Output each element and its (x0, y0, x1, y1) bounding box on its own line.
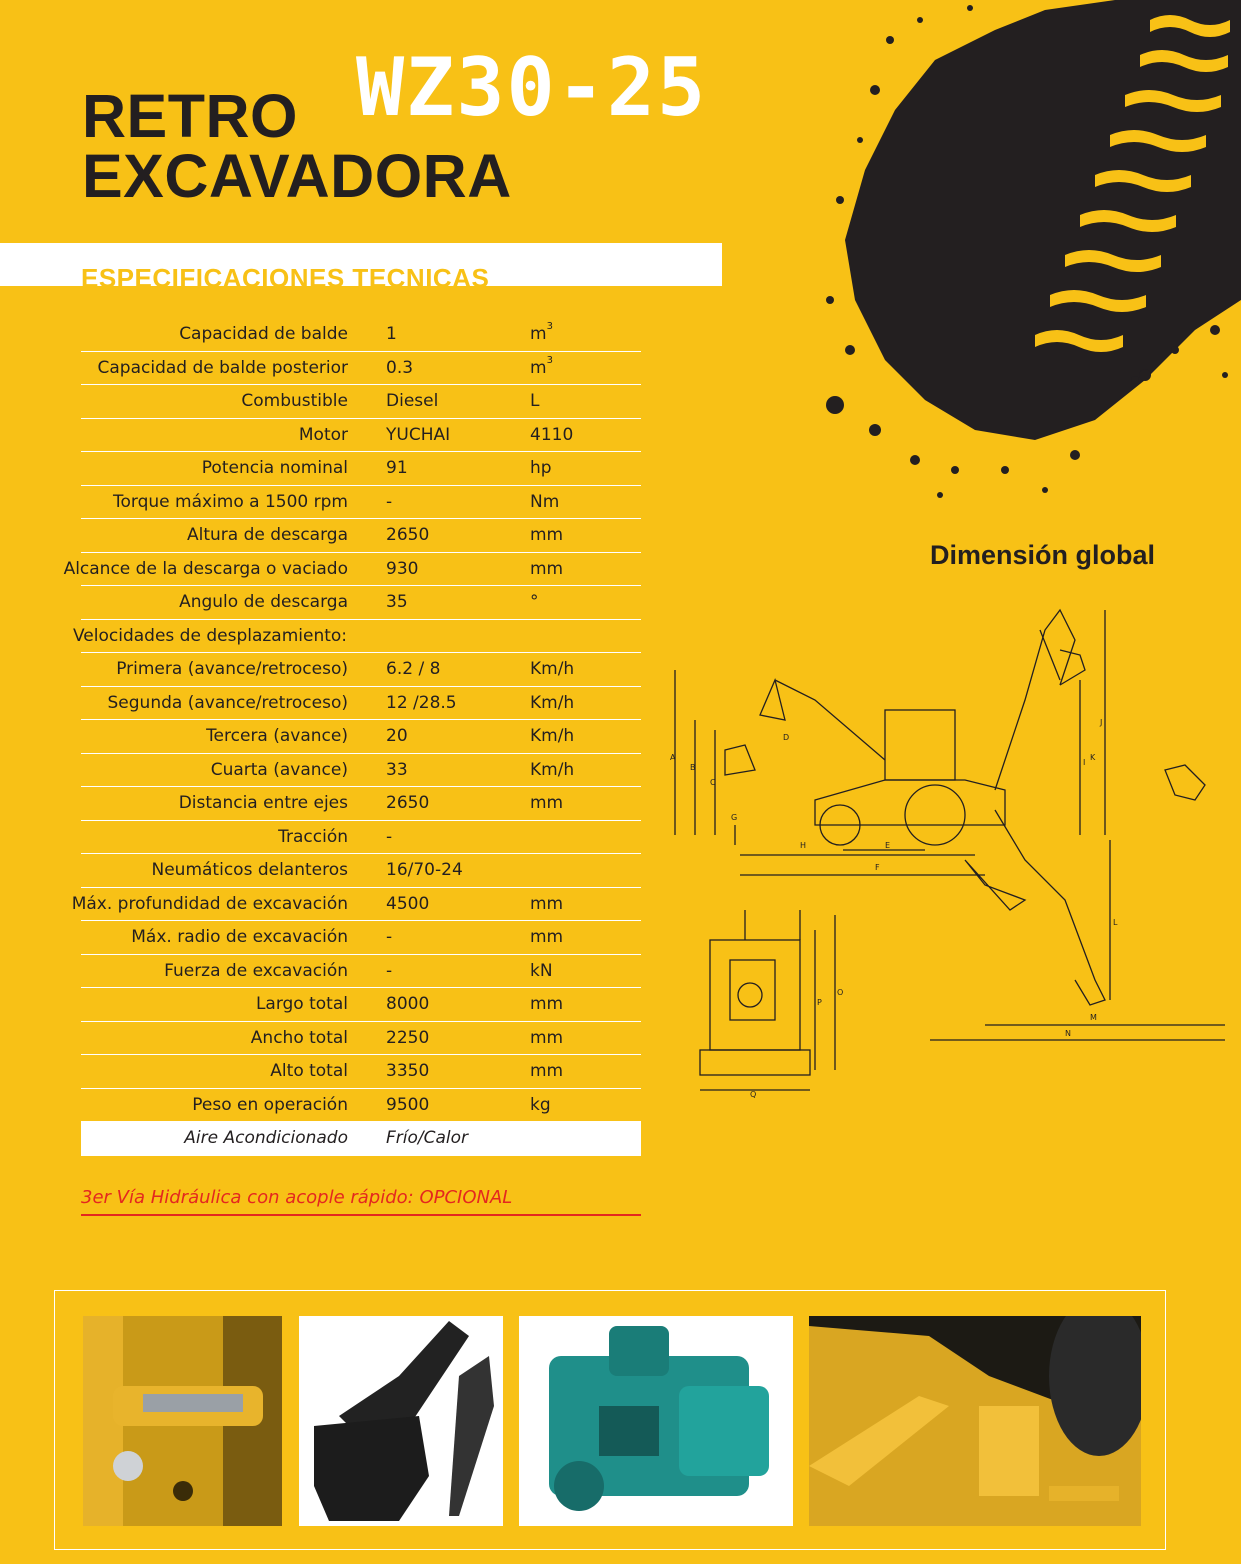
spec-value: 2650 (386, 525, 430, 545)
spec-unit (530, 425, 573, 445)
spec-value: 3350 (386, 1061, 430, 1081)
spec-unit (530, 659, 574, 679)
spec-unit-text: L (530, 391, 540, 411)
spec-unit-text: mm (530, 1061, 564, 1081)
spec-value: - (386, 491, 393, 512)
spec-value: 930 (386, 558, 419, 579)
spec-banner (0, 243, 722, 286)
spec-row (81, 519, 641, 553)
spec-unit (530, 693, 574, 713)
spec-value: 8000 (386, 994, 430, 1014)
diagram-letter: H (800, 841, 807, 850)
spec-unit (530, 592, 539, 612)
spec-label: Tracción (278, 826, 348, 847)
spec-unit (530, 1061, 563, 1081)
spec-label: Distancia entre ejes (178, 793, 348, 813)
spec-row (81, 988, 641, 1022)
spec-unit-text: kN (530, 960, 553, 981)
spec-label: Torque máximo a 1500 rpm (113, 491, 348, 512)
spec-unit (530, 894, 563, 914)
spec-label: Tercera (avance) (206, 726, 348, 746)
spec-label: Máx. radio de excavación (131, 927, 348, 947)
spec-row (81, 1055, 641, 1089)
spec-value: 2250 (386, 1027, 430, 1048)
diagram-letter: N (1065, 1029, 1071, 1038)
spec-unit-superscript: 3 (546, 321, 553, 333)
diagram-letter: A (670, 753, 676, 762)
ac-label: Aire Acondicionado (184, 1128, 348, 1148)
dimension-title: Dimensión global (930, 540, 1156, 570)
spec-label: Alto total (270, 1061, 348, 1081)
spec-value: - (386, 927, 393, 947)
spec-value: 4500 (386, 893, 430, 914)
photo-strip (54, 1290, 1166, 1550)
spec-unit (530, 321, 553, 344)
spec-value: YUCHAI (386, 424, 451, 445)
spec-unit-text: hp (530, 458, 552, 478)
spec-row (81, 921, 641, 955)
model-name: WZ30-25 (356, 41, 708, 134)
spec-row (81, 687, 641, 721)
spec-row (73, 620, 641, 654)
cab-outline (885, 710, 955, 780)
spec-unit-text: Nm (530, 491, 560, 512)
spec-label: Capacidad de balde (179, 324, 348, 344)
spec-unit-text: m (530, 324, 547, 344)
diagram-letter: G (731, 813, 738, 822)
spec-unit-text: Km/h (530, 692, 575, 713)
diagram-letter: D (783, 733, 790, 742)
spec-value: - (386, 826, 393, 847)
spec-unit (530, 1095, 551, 1115)
optional-note: 3er Vía Hidráulica con acople rápido: OPCIONAL (81, 1187, 641, 1216)
spec-row (81, 1089, 641, 1123)
diagram-letter: C (710, 778, 716, 787)
spec-row (81, 1022, 641, 1056)
spec-label: Motor (298, 424, 348, 445)
spec-unit-text: Km/h (530, 726, 575, 746)
spec-label: Peso en operación (192, 1094, 348, 1115)
spec-value: 0.3 (386, 357, 414, 378)
spec-unit-text: m (530, 357, 547, 378)
spec-unit (530, 559, 563, 579)
spec-value: 16/70-24 (386, 860, 463, 880)
spec-unit (530, 726, 574, 746)
air-conditioning-row (81, 1122, 641, 1156)
title-line1: RETRO (82, 82, 298, 150)
spec-label: Cuarta (avance) (210, 759, 348, 780)
spec-row (81, 419, 641, 453)
spec-unit (530, 391, 539, 411)
spec-unit (530, 994, 563, 1014)
tire-track-splash-graphic (815, 0, 1241, 510)
spec-label: Máx. profundidad de excavación (71, 893, 348, 914)
spec-value: 35 (386, 592, 408, 612)
spec-row (81, 821, 641, 855)
spec-value: 91 (386, 458, 408, 478)
spec-row (81, 720, 641, 754)
diagram-letter: O (837, 988, 844, 997)
spec-label: Combustible (241, 391, 348, 411)
diagram-letter: B (690, 763, 696, 772)
diagram-letter: F (875, 863, 880, 872)
spec-label: Capacidad de balde posterior (97, 357, 348, 378)
spec-label: Segunda (avance/retroceso) (107, 692, 348, 713)
spec-row (81, 653, 641, 687)
backhoe-arm-bucket-photo (299, 1316, 503, 1526)
spec-label: Primera (avance/retroceso) (116, 659, 348, 679)
diagram-letter: P (817, 998, 822, 1007)
spec-value: - (386, 960, 393, 981)
spec-unit-text: ° (530, 592, 539, 612)
spec-value: 1 (386, 324, 397, 344)
ac-value: Frío/Calor (386, 1128, 469, 1148)
chassis-outline (815, 780, 1005, 825)
spec-label: Alcance de la descarga o vaciado (63, 558, 348, 579)
spec-unit (530, 927, 563, 947)
spec-label: Potencia nominal (201, 458, 348, 478)
spec-value: 12 /28.5 (386, 692, 457, 713)
spec-unit-superscript: 3 (546, 354, 553, 366)
spec-unit-text: mm (530, 994, 564, 1014)
spec-unit (530, 492, 559, 512)
diagram-letter: M (1090, 1013, 1097, 1022)
spec-value: Diesel (386, 391, 439, 411)
spec-unit-text: 4110 (530, 424, 574, 445)
spec-row (71, 888, 641, 922)
rear-stabilizer-photo (809, 1316, 1141, 1526)
spec-unit-text: mm (530, 525, 564, 545)
spec-unit (530, 793, 563, 813)
spec-label: Velocidades de desplazamiento: (73, 625, 348, 646)
spec-label: Altura de descarga (186, 525, 348, 545)
spec-unit-text: kg (530, 1094, 551, 1115)
spec-label: Largo total (255, 994, 348, 1014)
dimension-diagram (665, 600, 1225, 1110)
diesel-engine-photo (519, 1316, 793, 1526)
spec-heading: ESPECIFICACIONES TECNICAS (81, 263, 490, 286)
spec-row (81, 955, 641, 989)
spec-unit-text: mm (530, 1027, 564, 1048)
spec-value: 6.2 / 8 (386, 659, 441, 679)
spec-label: Neumáticos delanteros (151, 860, 348, 880)
spec-unit-text: mm (530, 793, 564, 813)
title-line2: EXCAVADORA (82, 142, 512, 210)
spec-unit (530, 1028, 563, 1048)
spec-unit-text: mm (530, 558, 564, 579)
spec-unit (530, 525, 563, 545)
hydraulic-cylinder-photo (83, 1316, 282, 1526)
spec-label: Ancho total (250, 1027, 348, 1048)
spec-row (81, 486, 641, 520)
spec-unit-text: mm (530, 927, 564, 947)
spec-value: 33 (386, 759, 408, 780)
loader-arm (760, 680, 885, 760)
spec-row (81, 385, 641, 419)
spec-row (81, 787, 641, 821)
spec-row (81, 352, 641, 386)
spec-row (81, 452, 641, 486)
spec-table (0, 318, 642, 1156)
diagram-letter: E (885, 841, 891, 850)
spec-row (63, 553, 641, 587)
diagram-letter: L (1113, 918, 1118, 927)
spec-row (81, 854, 641, 888)
spec-unit-text: mm (530, 893, 564, 914)
spec-unit (530, 760, 574, 780)
spec-value: 20 (386, 726, 408, 746)
diagram-letter: J (1100, 718, 1103, 727)
spec-unit (530, 354, 553, 378)
spec-unit-text: Km/h (530, 759, 575, 780)
diagram-letter: I (1083, 758, 1086, 767)
spec-label: Fuerza de excavación (164, 960, 348, 981)
spec-unit (530, 961, 553, 981)
spec-value: 9500 (386, 1094, 430, 1115)
spec-row (81, 754, 641, 788)
spec-row (81, 586, 641, 620)
spec-value: 2650 (386, 793, 430, 813)
rear-wheel (905, 785, 965, 845)
spec-label: Angulo de descarga (179, 592, 348, 612)
diagram-letter: K (1090, 753, 1096, 762)
spec-unit-text: Km/h (530, 659, 575, 679)
spec-row (81, 318, 641, 352)
diagram-letter: Q (750, 1090, 757, 1099)
spec-unit (530, 458, 552, 478)
